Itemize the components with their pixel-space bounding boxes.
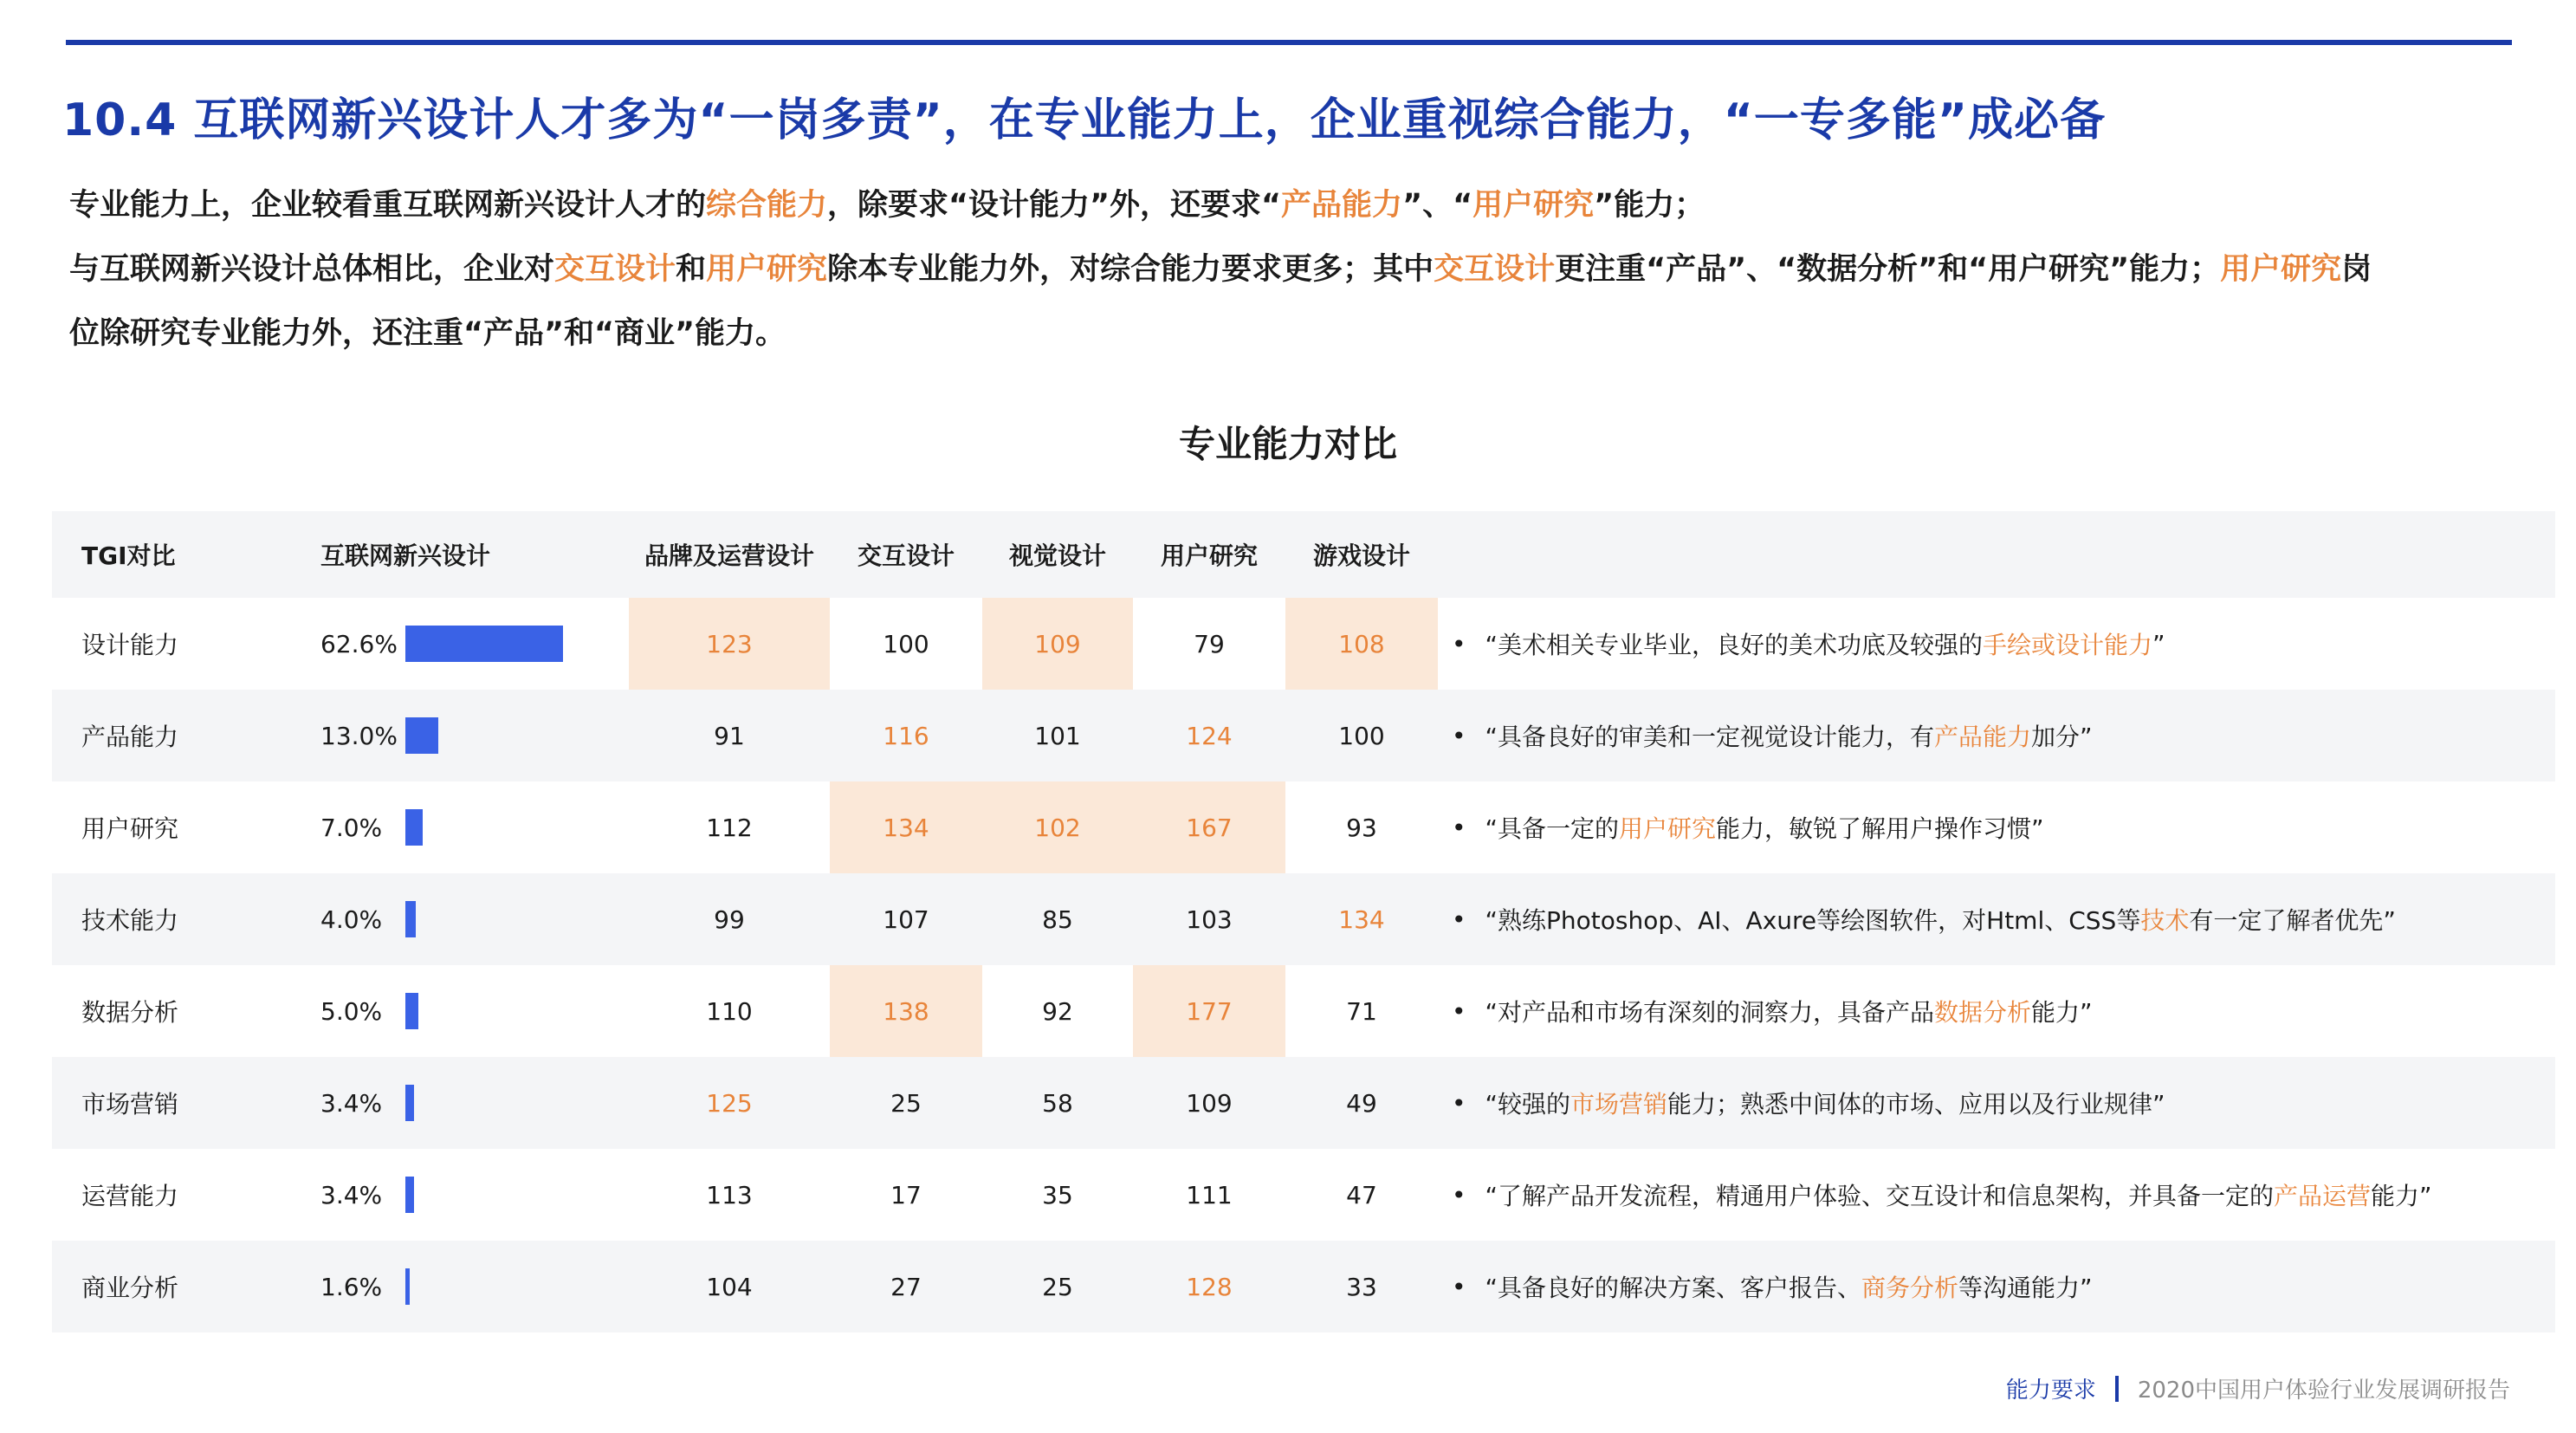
share-bar: [405, 901, 416, 937]
footer-separator: [2115, 1376, 2119, 1402]
share-bar: [405, 993, 418, 1029]
intro-highlight: 用户研究: [1472, 188, 1595, 223]
table-row: [52, 1241, 2555, 1332]
header-interaction-design: 交互设计: [857, 541, 955, 570]
text-segment: 位除研究专业能力外，还注重“产品”和“商业”能力。: [69, 316, 786, 351]
text-segment: “对产品和市场有深刻的洞察力，具备产品: [1485, 998, 1935, 1027]
requirement-quote: [1452, 781, 2044, 873]
text-segment: ”能力；: [1594, 188, 1705, 223]
tgi-value: 100: [830, 598, 982, 690]
share-value: 62.6%: [320, 629, 398, 658]
quote-highlight: 商务分析: [1861, 1274, 1959, 1302]
text-segment: 除本专业能力外，对综合能力要求更多；其中: [827, 252, 1434, 287]
share-bar: [405, 1177, 414, 1213]
row-label: 商业分析: [81, 1274, 179, 1302]
tgi-value: 110: [629, 965, 830, 1057]
bullet-icon: •: [1452, 996, 1466, 1026]
text-segment: 和: [676, 252, 707, 287]
text-segment: 加分”: [2031, 723, 2093, 751]
tgi-value: 101: [982, 690, 1133, 781]
header-brand-design: 品牌及运营设计: [644, 541, 814, 570]
tgi-value: 108: [1285, 598, 1438, 690]
tgi-value: 93: [1285, 781, 1438, 873]
intro-highlight: 综合能力: [706, 188, 828, 223]
text-segment: 更注重“产品”、“数据分析”和“用户研究”能力；: [1555, 252, 2221, 287]
share-value: 7.0%: [320, 813, 383, 842]
footer: [2006, 1372, 2510, 1404]
row-label: 产品能力: [81, 723, 179, 751]
tgi-value: 35: [982, 1149, 1133, 1241]
tgi-value: 92: [982, 965, 1133, 1057]
quote-highlight: 手绘或设计能力: [1983, 631, 2153, 659]
tgi-value: 103: [1133, 873, 1285, 965]
share-value: 13.0%: [320, 721, 398, 750]
tgi-value: 124: [1133, 690, 1285, 781]
requirement-quote: [1452, 965, 2093, 1057]
text-segment: “具备良好的解决方案、客户报告、: [1485, 1274, 1862, 1302]
header-share: 互联网新兴设计: [320, 541, 491, 570]
intro-line-1: [69, 173, 2521, 237]
tgi-value: 85: [982, 873, 1133, 965]
tgi-value: 107: [830, 873, 982, 965]
table-row: [52, 873, 2555, 965]
row-label: 设计能力: [81, 631, 179, 659]
intro-text: [69, 173, 2521, 366]
tgi-value: 27: [830, 1241, 982, 1332]
row-label: 数据分析: [81, 998, 179, 1027]
text-segment: 有一定了解者优先”: [2189, 906, 2396, 935]
table-row: [52, 1057, 2555, 1149]
tgi-value: 111: [1133, 1149, 1285, 1241]
row-label: 市场营销: [81, 1090, 179, 1119]
share-value: 3.4%: [320, 1088, 383, 1118]
bullet-icon: •: [1452, 1272, 1466, 1301]
tgi-value: 109: [982, 598, 1133, 690]
share-bar: [405, 809, 423, 846]
tgi-value: 102: [982, 781, 1133, 873]
tgi-value: 100: [1285, 690, 1438, 781]
requirement-quote: [1452, 690, 2093, 781]
share-bar: [405, 1085, 414, 1121]
text-segment: 能力”: [2371, 1182, 2432, 1210]
header-tgi: TGI对比: [81, 541, 176, 570]
share-value: 3.4%: [320, 1180, 383, 1209]
text-segment: ”、“: [1402, 188, 1473, 223]
tgi-value: 104: [629, 1241, 830, 1332]
text-segment: “较强的: [1485, 1090, 1571, 1119]
table-row: [52, 1149, 2555, 1241]
table-row: [52, 965, 2555, 1057]
requirement-quote: [1452, 1241, 2093, 1332]
footer-section: 能力要求: [2005, 1378, 2096, 1404]
tgi-value: 79: [1133, 598, 1285, 690]
tgi-value: 99: [629, 873, 830, 965]
intro-highlight: 交互设计: [1434, 252, 1556, 287]
tgi-value: 25: [982, 1241, 1133, 1332]
share-bar: [405, 1268, 410, 1305]
footer-report-title: 2020中国用户体验行业发展调研报告: [2137, 1378, 2510, 1404]
table-row: [52, 690, 2555, 781]
intro-line-3: [69, 302, 2521, 366]
requirement-quote: [1452, 1149, 2432, 1241]
intro-highlight: 交互设计: [554, 252, 676, 287]
bullet-icon: •: [1452, 721, 1466, 750]
tgi-value: 123: [629, 598, 830, 690]
header-user-research: 用户研究: [1160, 541, 1258, 570]
tgi-value: 58: [982, 1057, 1133, 1149]
tgi-value: 112: [629, 781, 830, 873]
row-label: 运营能力: [81, 1182, 179, 1210]
tgi-value: 134: [1285, 873, 1438, 965]
tgi-value: 109: [1133, 1057, 1285, 1149]
share-bar: [405, 717, 438, 754]
share-value: 5.0%: [320, 996, 383, 1026]
top-divider: [66, 40, 2512, 45]
quote-highlight: 产品能力: [1934, 723, 2032, 751]
row-label: 技术能力: [81, 906, 179, 935]
text-segment: “具备一定的: [1485, 814, 1620, 843]
share-value: 4.0%: [320, 905, 383, 934]
intro-line-2: [69, 237, 2521, 302]
quote-highlight: 技术: [2140, 906, 2190, 935]
share-value: 1.6%: [320, 1272, 383, 1301]
tgi-value: 125: [629, 1057, 830, 1149]
requirement-quote: [1452, 873, 2396, 965]
tgi-value: 33: [1285, 1241, 1438, 1332]
quote-highlight: 市场营销: [1570, 1090, 1668, 1119]
text-segment: ”: [2152, 629, 2165, 658]
text-segment: 能力”: [2031, 998, 2093, 1027]
tgi-value: 113: [629, 1149, 830, 1241]
header-game-design: 游戏设计: [1312, 541, 1410, 570]
tgi-value: 138: [830, 965, 982, 1057]
text-segment: 能力；熟悉中间体的市场、应用以及行业规律”: [1667, 1090, 2165, 1119]
bullet-icon: •: [1452, 1180, 1466, 1209]
bullet-icon: •: [1452, 1088, 1466, 1118]
text-segment: “具备良好的审美和一定视觉设计能力，有: [1485, 723, 1935, 751]
quote-highlight: 用户研究: [1619, 814, 1717, 843]
table-header: [52, 511, 2555, 598]
text-segment: 岗: [2341, 252, 2372, 287]
tgi-value: 116: [830, 690, 982, 781]
text-segment: 能力，敏锐了解用户操作习惯”: [1716, 814, 2044, 843]
tgi-value: 91: [629, 690, 830, 781]
intro-highlight: 用户研究: [706, 252, 828, 287]
tgi-value: 17: [830, 1149, 982, 1241]
tgi-value: 177: [1133, 965, 1285, 1057]
tgi-value: 25: [830, 1057, 982, 1149]
tgi-value: 128: [1133, 1241, 1285, 1332]
tgi-value: 47: [1285, 1149, 1438, 1241]
text-segment: “美术相关专业毕业，良好的美术功底及较强的: [1485, 631, 1984, 659]
tgi-value: 167: [1133, 781, 1285, 873]
text-segment: “熟练Photoshop、AI、Axure等绘图软件，对Html、CSS等: [1485, 906, 2141, 935]
quote-highlight: 数据分析: [1934, 998, 2032, 1027]
text-segment: 与互联网新兴设计总体相比，企业对: [69, 252, 555, 287]
header-visual-design: 视觉设计: [1008, 541, 1106, 570]
text-segment: ，除要求“设计能力”外，还要求“: [827, 188, 1282, 223]
row-label: 用户研究: [81, 814, 179, 843]
table-row: [52, 781, 2555, 873]
tgi-value: 49: [1285, 1057, 1438, 1149]
page-title: 10.4 互联网新兴设计人才多为“一岗多责”，在专业能力上，企业重视综合能力，“一专多能”成必备: [62, 94, 2107, 146]
intro-highlight: 产品能力: [1281, 188, 1403, 223]
bullet-icon: •: [1452, 629, 1466, 658]
text-segment: “了解产品开发流程，精通用户体验、交互设计和信息架构，并具备一定的: [1485, 1182, 2275, 1210]
requirement-quote: [1452, 1057, 2165, 1149]
quote-highlight: 产品运营: [2274, 1182, 2372, 1210]
text-segment: 等沟通能力”: [1958, 1274, 2093, 1302]
requirement-quote: [1452, 598, 2165, 690]
table-row: [52, 598, 2555, 690]
tgi-value: 134: [830, 781, 982, 873]
bullet-icon: •: [1452, 813, 1466, 842]
bullet-icon: •: [1452, 905, 1466, 934]
chart-title: 专业能力对比: [1178, 423, 1397, 465]
share-bar: [405, 626, 563, 662]
intro-highlight: 用户研究: [2220, 252, 2342, 287]
text-segment: 专业能力上，企业较看重互联网新兴设计人才的: [69, 188, 707, 223]
tgi-value: 71: [1285, 965, 1438, 1057]
